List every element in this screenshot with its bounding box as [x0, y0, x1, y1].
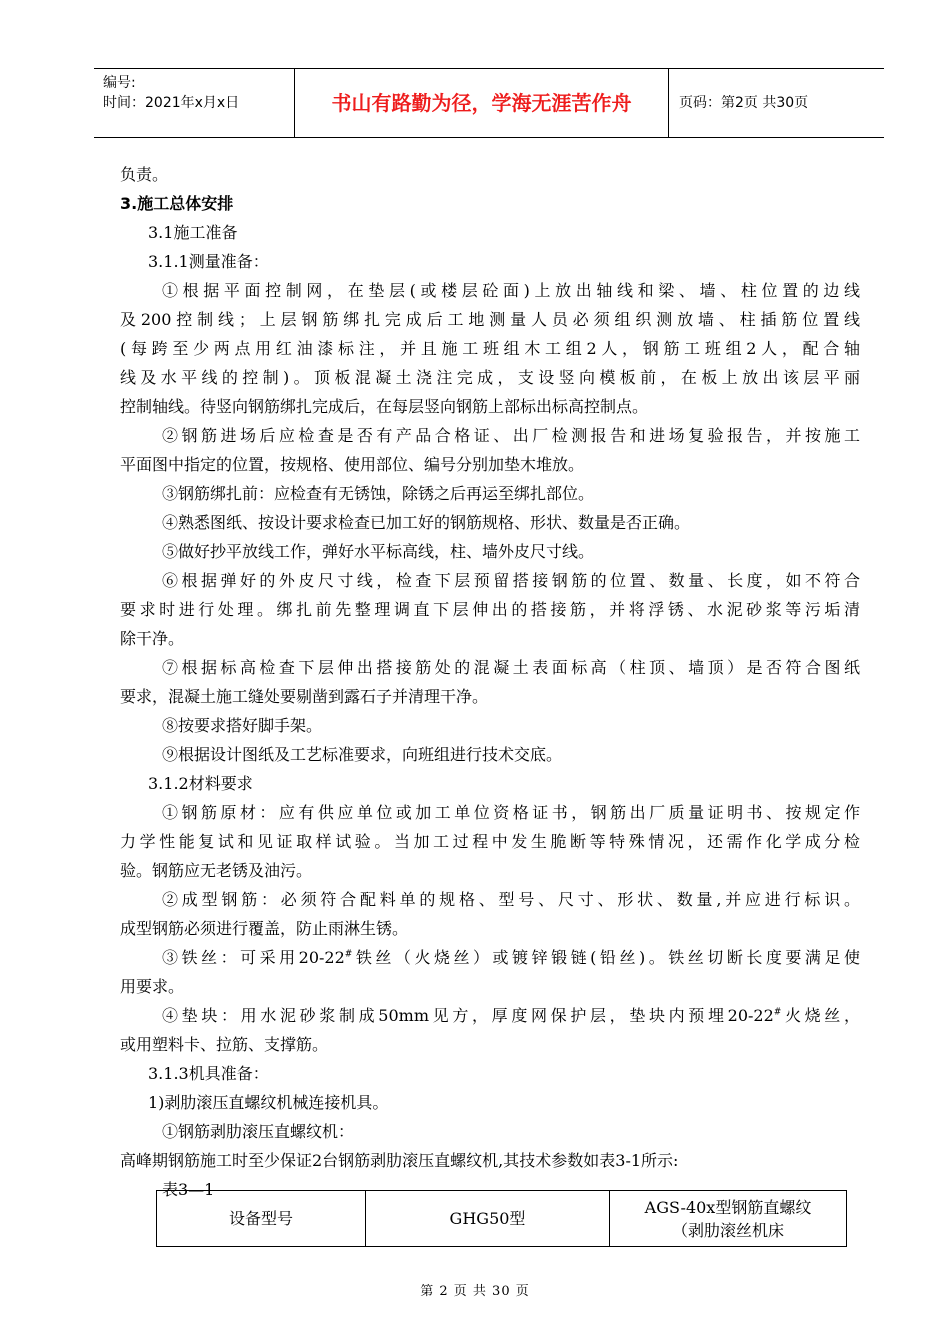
header-motto: 书山有路勤为径，学海无涯苦作舟 — [295, 69, 669, 137]
table-cell: GHG50型 — [366, 1191, 610, 1247]
paragraph-line: 或用塑料卡、拉筋、支撑筋。 — [120, 1035, 329, 1054]
cell-line: （剥肋滚丝机床 — [671, 1220, 784, 1240]
cell-line: AGS-40x型钢筋直螺纹 — [644, 1197, 812, 1217]
subsection-heading: 3.1.2材料要求 — [148, 774, 253, 793]
document-time-label: 时间：2021年x月x日 — [103, 95, 240, 111]
paragraph-line: 控制轴线。待竖向钢筋绑扎完成后，在每层竖向钢筋上部标出标高控制点。 — [120, 397, 649, 416]
paragraph-line: 要求，混凝土施工缝处要剔凿到露石子并清理干净。 — [120, 687, 489, 706]
paragraph-line: (每跨至少两点用红油漆标注，并且施工班组木工组2人，钢筋工班组2人，配合轴 — [120, 339, 860, 358]
text-span: ③铁丝：可采用20-22 — [162, 948, 345, 967]
table-cell: 设备型号 — [157, 1191, 366, 1247]
subsection-heading: 3.1.1测量准备： — [148, 252, 269, 271]
paragraph-line — [120, 943, 860, 972]
equipment-table — [156, 1190, 847, 1247]
paragraph-line: ②成型钢筋：必须符合配料单的规格、型号、尺寸、形状、数量,并应进行标识。 — [162, 890, 860, 909]
superscript-mark: # — [344, 949, 353, 960]
paragraph-line: 用要求。 — [120, 977, 185, 996]
page-header — [94, 68, 884, 138]
paragraph-line: 验。钢筋应无老锈及油污。 — [120, 861, 313, 880]
paragraph-line: 力学性能复试和见证取样试验。当加工过程中发生脆断等特殊情况，还需作化学成分检 — [120, 832, 860, 851]
table-caption: 表3—1 — [162, 1180, 215, 1199]
paragraph-line: 负责。 — [120, 165, 169, 184]
paragraph-line: ①钢筋原材：应有供应单位或加工单位资格证书，钢筋出厂质量证明书、按规定作 — [162, 803, 860, 822]
paragraph-line — [120, 1001, 860, 1030]
text-span: 铁丝（火烧丝）或镀锌锻链(铅丝)。铁丝切断长度要满足使 — [352, 948, 860, 967]
subsection-heading: 3.1.3机具准备： — [148, 1064, 269, 1083]
paragraph-line: ②钢筋进场后应检查是否有产品合格证、出厂检测报告和进场复验报告，并按施工 — [162, 426, 860, 445]
document-body — [120, 160, 860, 1204]
superscript-mark: # — [773, 1007, 782, 1018]
paragraph-line: ⑨根据设计图纸及工艺标准要求，向班组进行技术交底。 — [162, 745, 563, 764]
header-meta — [94, 69, 295, 137]
paragraph-line: 线及水平线的控制)。顶板混凝土浇注完成，支设竖向模板前，在板上放出该层平丽 — [120, 368, 860, 387]
document-number-label: 编号: — [103, 75, 136, 91]
paragraph-line: ⑧按要求搭好脚手架。 — [162, 716, 323, 735]
paragraph-line: ④熟悉图纸、按设计要求检查已加工好的钢筋规格、形状、数量是否正确。 — [162, 513, 691, 532]
header-page-label: 页码：第2页 共30页 — [679, 95, 809, 111]
section-heading: 3.施工总体安排 — [120, 194, 234, 213]
paragraph-line: ③钢筋绑扎前：应检查有无锈蚀，除锈之后再运至绑扎部位。 — [162, 484, 595, 503]
table-cell — [610, 1191, 847, 1247]
text-span: ④垫块：用水泥砂浆制成50mm见方，厚度网保护层，垫块内预埋20-22 — [162, 1006, 774, 1025]
paragraph-line: ①钢筋剥肋滚压直螺纹机： — [162, 1122, 355, 1141]
paragraph-line: ⑦根据标高检查下层伸出搭接筋处的混凝土表面标高（柱顶、墙顶）是否符合图纸 — [162, 658, 860, 677]
paragraph-line: 平面图中指定的位置，按规格、使用部位、编号分别加垫木堆放。 — [120, 455, 585, 474]
paragraph-line: 要求时进行处理。绑扎前先整理调直下层伸出的搭接筋，并将浮锈、水泥砂浆等污垢清 — [120, 600, 860, 619]
paragraph-line: 高峰期钢筋施工时至少保证2台钢筋剥肋滚压直螺纹机,其技术参数如表3-1所示: — [120, 1151, 679, 1170]
paragraph-line: 成型钢筋必须进行覆盖，防止雨淋生锈。 — [120, 919, 409, 938]
paragraph-line: ⑥根据弹好的外皮尺寸线，检查下层预留搭接钢筋的位置、数量、长度，如不符合 — [162, 571, 860, 590]
table-row — [157, 1191, 847, 1247]
paragraph-line: 及200控制线；上层钢筋绑扎完成后工地测量人员必须组织测放墙、柱插筋位置线 — [120, 310, 860, 329]
text-span: 火烧丝， — [781, 1006, 860, 1025]
paragraph-line: ①根据平面控制网，在垫层(或楼层砼面)上放出轴线和梁、墙、柱位置的边线 — [162, 281, 860, 300]
page-footer: 第 2 页 共 30 页 — [420, 1284, 530, 1299]
paragraph-line: ⑤做好抄平放线工作，弹好水平标高线，柱、墙外皮尺寸线。 — [162, 542, 595, 561]
paragraph-line: 除干净。 — [120, 629, 185, 648]
paragraph-line: 1)剥肋滚压直螺纹机械连接机具。 — [148, 1093, 389, 1112]
subsection-heading: 3.1施工准备 — [148, 223, 238, 242]
